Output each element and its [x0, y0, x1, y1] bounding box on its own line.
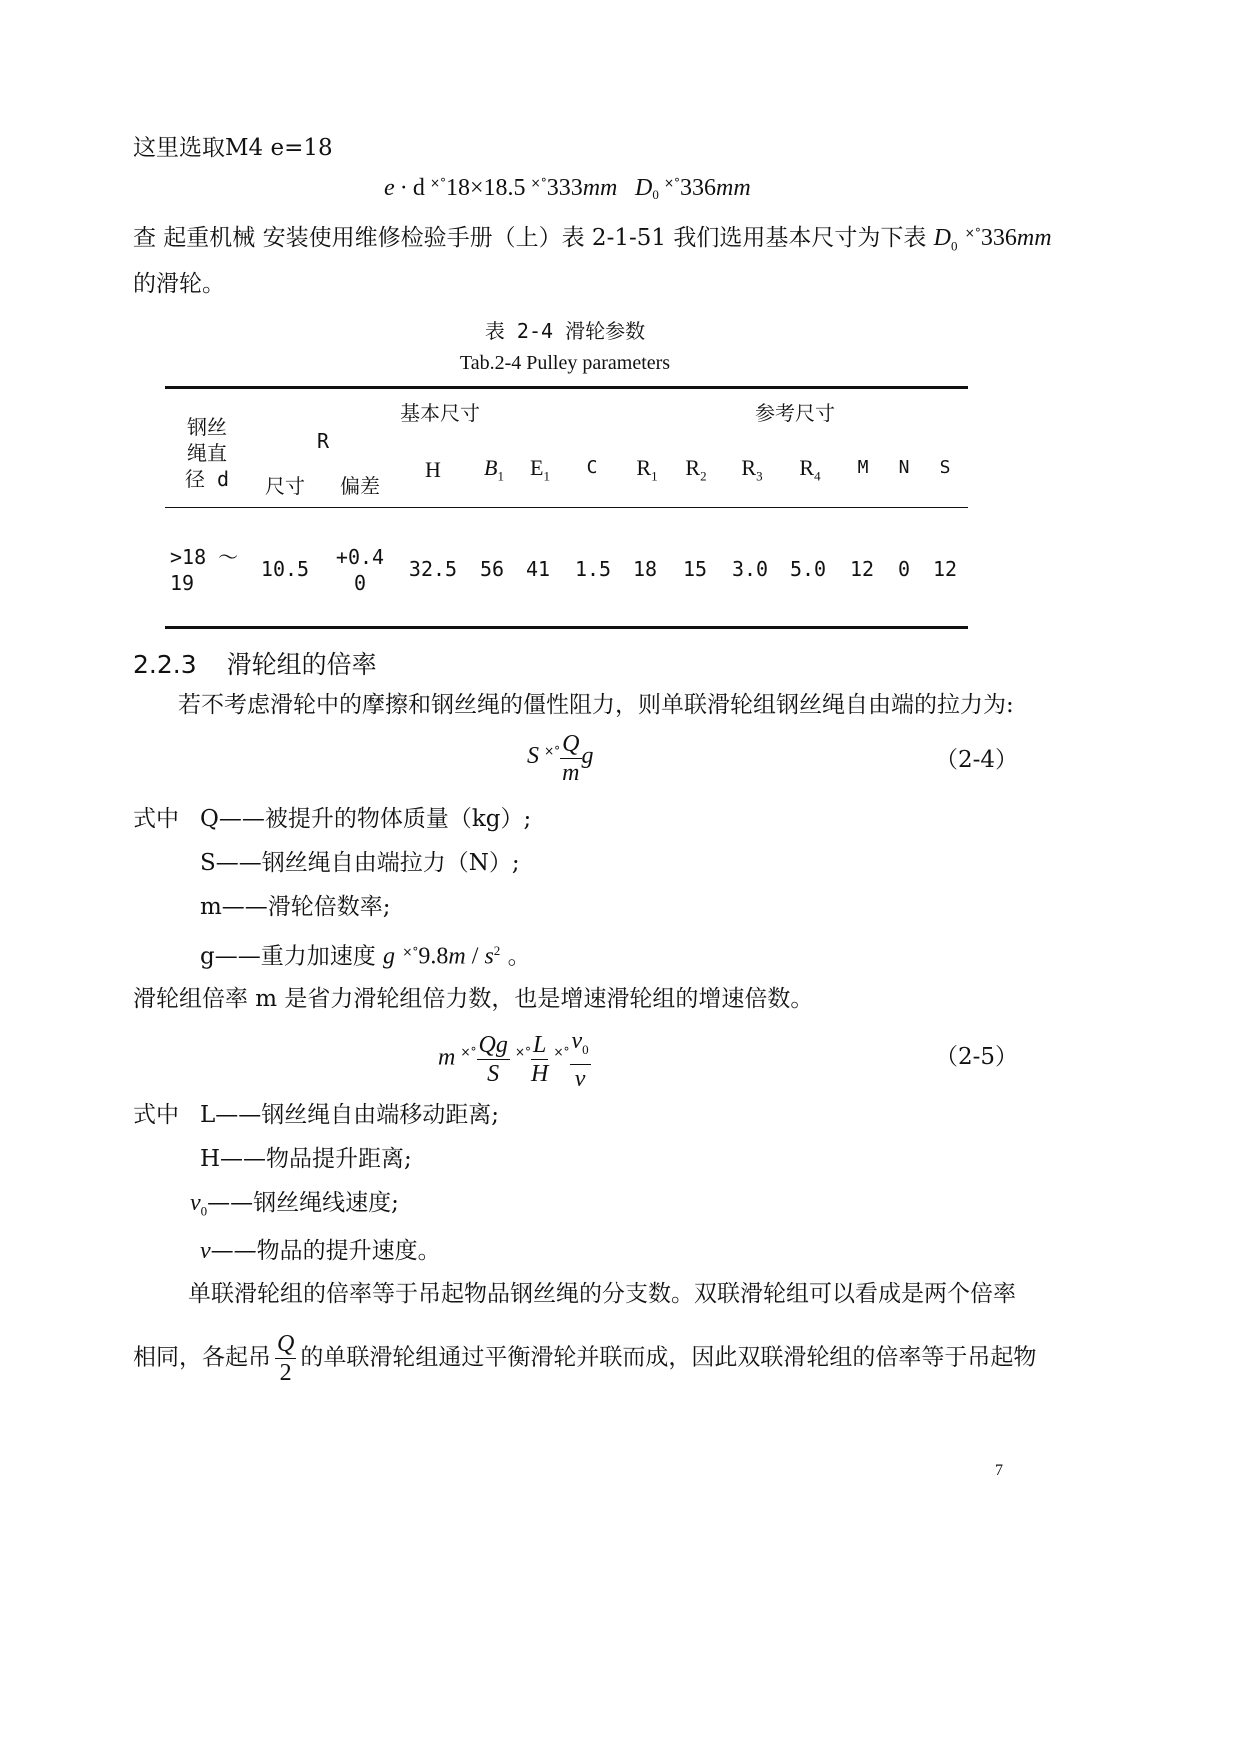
- header-R-deviation: 偏差: [340, 474, 380, 498]
- header-sub: 1: [651, 468, 658, 484]
- eq-var-D: D: [635, 175, 653, 201]
- section-paragraph: 单联滑轮组的倍率等于吊起物品钢丝绳的分支数。双联滑轮组可以看成是两个倍率: [188, 1281, 1016, 1307]
- eq-exponent: 2: [493, 943, 501, 958]
- equals-glyph: ×°: [402, 944, 419, 959]
- section-paragraph: 滑轮组倍率 m 是省力滑轮组倍力数，也是增速滑轮组的增速倍数。: [133, 986, 814, 1012]
- cell-R-size: 10.5: [260, 557, 310, 581]
- eq-var-e: e: [384, 175, 395, 201]
- eq-var-g: g: [383, 943, 396, 970]
- fraction-numerator: L: [533, 1032, 547, 1059]
- header-H: H: [425, 457, 441, 482]
- table-caption-en: Tab.2-4 Pulley parameters: [459, 352, 671, 374]
- eq-value: 336: [680, 175, 716, 201]
- header-text: R: [636, 455, 652, 480]
- fraction-denominator: 2: [279, 1360, 292, 1386]
- where-text: g——重力加速度: [200, 943, 376, 970]
- equals-glyph: ×°: [460, 1045, 477, 1060]
- table-caption-cn: 表 2-4 滑轮参数: [484, 319, 646, 343]
- header-sub: 1: [497, 468, 504, 484]
- header-M: M: [857, 457, 869, 478]
- table-header-rule: [165, 507, 968, 508]
- cell-R4: 5.0: [789, 557, 827, 581]
- eq-sub-0: 0: [200, 1203, 208, 1219]
- header-E1: [520, 455, 560, 484]
- fraction-denominator: H: [531, 1061, 549, 1088]
- header-text: 径 d: [184, 467, 230, 491]
- equals-glyph: ×°: [514, 1045, 531, 1060]
- cell-R-deviation: [330, 544, 390, 596]
- section-number: 2.2.3: [133, 650, 197, 679]
- header-R: R: [316, 429, 330, 453]
- fraction-numerator: [570, 1027, 591, 1065]
- paragraph-text: 查 起重机械 安装使用维修检验手册（上）表 2-1-51 我们选用基本尺寸为下表: [133, 225, 927, 251]
- cell-R2: 15: [682, 557, 708, 581]
- eq-sub-0: 0: [950, 238, 958, 254]
- eq-fraction: [570, 1027, 591, 1093]
- equals-glyph: ×°: [530, 176, 547, 190]
- eq-var-S: S: [527, 743, 539, 769]
- cell-text: 0: [353, 571, 367, 595]
- where-label: 式中: [133, 806, 179, 832]
- where-item-v0: [190, 1188, 399, 1227]
- eq-product: 18×18.5: [446, 175, 526, 201]
- header-group-reference: 参考尺寸: [755, 401, 835, 425]
- eq-unit: mm: [1016, 225, 1052, 251]
- where-item-m: m——滑轮倍数率;: [200, 894, 391, 920]
- where-text: 。: [507, 943, 531, 970]
- eq-value: 9.8: [418, 943, 449, 970]
- eq-unit-m: m: [448, 943, 466, 970]
- header-C: C: [586, 457, 598, 478]
- intro-paragraph-end: 的滑轮。: [133, 271, 225, 297]
- where-text: ——钢丝绳线速度;: [207, 1190, 399, 1216]
- header-S: S: [939, 457, 951, 478]
- numerator-var: v: [571, 1028, 583, 1054]
- header-text: 钢丝: [187, 415, 227, 439]
- eq-value: 333: [546, 175, 583, 201]
- header-N: N: [898, 457, 910, 478]
- cell-R1: 18: [632, 557, 658, 581]
- eq-var-m: m: [438, 1044, 456, 1071]
- cell-wire-diameter: [170, 544, 250, 596]
- fraction-numerator: Q: [277, 1331, 295, 1357]
- numerator-sub: 0: [582, 1041, 589, 1057]
- equals-glyph: ×°: [553, 1045, 570, 1060]
- fraction-denominator: S: [487, 1061, 500, 1088]
- where-item-L: L——钢丝绳自由端移动距离;: [200, 1102, 500, 1128]
- where-item-S: S——钢丝绳自由端拉力（N）;: [200, 850, 520, 876]
- header-text: R: [741, 455, 757, 480]
- eq-value: 336: [980, 225, 1017, 251]
- fraction-numerator: Qg: [478, 1032, 508, 1059]
- eq-unit-s: s: [484, 943, 494, 970]
- where-item-g: [200, 936, 531, 975]
- eq-fraction: [531, 1031, 548, 1088]
- equation-number: （2-4）: [935, 747, 1019, 773]
- cell-E1: 41: [525, 557, 551, 581]
- fraction-denominator: v: [574, 1065, 586, 1092]
- header-text: 绳直: [187, 441, 227, 465]
- equals-glyph: ×°: [544, 744, 561, 758]
- where-text: ——物品的提升速度。: [210, 1238, 441, 1264]
- cell-C: 1.5: [574, 557, 612, 581]
- section-paragraph: 若不考虑滑轮中的摩擦和钢丝绳的僵性阻力，则单联滑轮组钢丝绳自由端的拉力为:: [178, 692, 1014, 718]
- header-R3: [732, 455, 772, 484]
- header-R4: [790, 455, 830, 484]
- eq-var-v: v: [190, 1190, 201, 1216]
- eq-fraction: [275, 1330, 296, 1387]
- table-top-rule: [165, 386, 968, 389]
- eq-var-D: D: [933, 225, 951, 251]
- fraction-denominator: m: [562, 760, 580, 786]
- eq-var-v: v: [200, 1238, 211, 1264]
- cell-S: 12: [932, 557, 958, 581]
- intro-paragraph: [133, 223, 1052, 262]
- equation-2-4: [527, 730, 594, 787]
- header-text: B: [484, 455, 498, 480]
- eq-fraction: [477, 1031, 510, 1088]
- header-R-size: 尺寸: [265, 474, 305, 498]
- cell-H: 32.5: [408, 557, 458, 581]
- cell-R3: 3.0: [731, 557, 769, 581]
- header-text: E: [530, 455, 544, 480]
- section-paragraph: [133, 1330, 1036, 1387]
- header-B1: [474, 455, 514, 484]
- eq-var-d: d: [412, 175, 425, 201]
- header-text: R: [685, 455, 701, 480]
- fraction-numerator: Q: [562, 731, 580, 757]
- header-sub: 3: [756, 468, 763, 484]
- header-wire-diameter: [172, 414, 242, 492]
- section-title: 滑轮组的倍率: [226, 650, 377, 679]
- section-heading: [133, 645, 377, 681]
- equation-2-5: [438, 1027, 591, 1093]
- eq-sub-0: 0: [652, 187, 659, 203]
- header-sub: 2: [700, 468, 707, 484]
- where-label: 式中: [133, 1102, 179, 1128]
- table-bottom-rule: [165, 626, 968, 629]
- where-item-v: [200, 1236, 441, 1266]
- cell-text: 19: [170, 571, 195, 595]
- header-R2: [676, 455, 716, 484]
- equation-number: （2-5）: [935, 1044, 1019, 1070]
- cell-N: 0: [897, 557, 911, 581]
- header-group-basic: 基本尺寸: [400, 401, 480, 425]
- equals-glyph: ×°: [964, 226, 981, 240]
- equals-glyph: ×°: [429, 176, 446, 190]
- paragraph-text: 的单联滑轮组通过平衡滑轮并联而成，因此双联滑轮组的倍率等于吊起物: [300, 1344, 1037, 1371]
- paragraph-text: 相同，各起吊: [133, 1344, 271, 1371]
- intro-line: 这里选取M4 e=18: [133, 135, 333, 161]
- equation-e-d: [384, 175, 617, 202]
- cell-text: >18 ～: [170, 545, 239, 569]
- header-sub: 1: [543, 468, 550, 484]
- cell-B1: 56: [479, 557, 505, 581]
- cell-text: +0.4: [335, 545, 385, 569]
- eq-dot: ·: [399, 175, 408, 201]
- header-text: R: [799, 455, 815, 480]
- cell-M: 12: [849, 557, 875, 581]
- eq-slash: /: [465, 943, 485, 970]
- header-sub: 4: [814, 468, 821, 484]
- page-number: 7: [995, 1462, 1003, 1479]
- where-item-H: H——物品提升距离;: [200, 1146, 412, 1172]
- eq-unit: mm: [716, 175, 751, 201]
- eq-fraction: [560, 730, 581, 787]
- equation-D0: [635, 175, 751, 203]
- header-R1: [627, 455, 667, 484]
- eq-unit: mm: [582, 175, 618, 201]
- equals-glyph: ×°: [663, 176, 680, 190]
- where-item-Q: Q——被提升的物体质量（kg）;: [200, 806, 532, 832]
- eq-var-g: g: [581, 743, 594, 769]
